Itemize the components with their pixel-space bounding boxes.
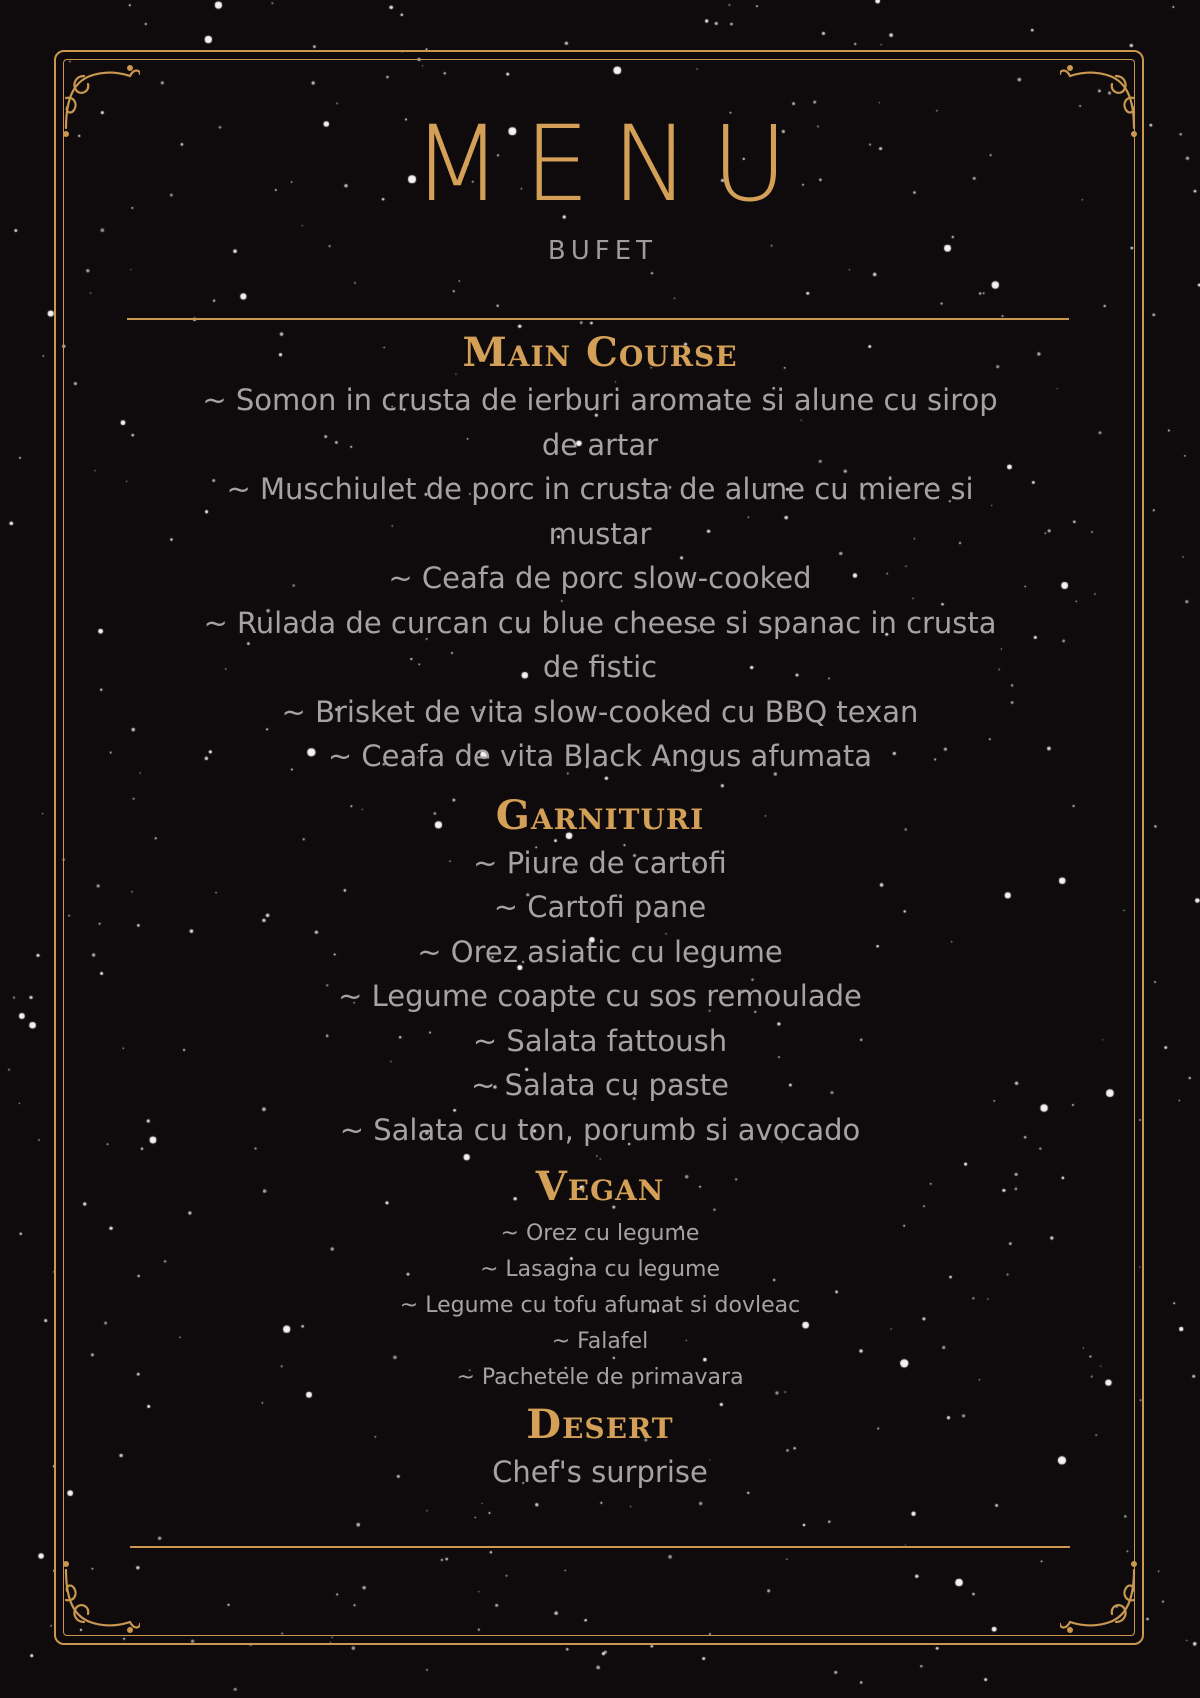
menu-content bbox=[0, 328, 1200, 1494]
section-desert bbox=[0, 1400, 1200, 1494]
list-item: ~ Rulada de curcan cu blue cheese si spanac in crusta de fistic bbox=[203, 605, 997, 684]
menu-subtitle: BUFET bbox=[547, 236, 658, 266]
list-item: ~ Salata cu paste bbox=[471, 1068, 729, 1102]
flourish-icon-bottom-left bbox=[60, 1560, 140, 1640]
section-vegan bbox=[0, 1162, 1200, 1396]
main-course-list bbox=[0, 378, 1200, 779]
garnituri-list bbox=[0, 841, 1200, 1153]
list-item: ~ Salata fattoush bbox=[472, 1023, 728, 1058]
section-title-garnituri: Garnituri bbox=[495, 791, 705, 839]
section-title-desert: Desert bbox=[526, 1401, 674, 1448]
list-item: ~ Legume coapte cu sos remoulade bbox=[338, 979, 862, 1013]
list-item: ~ Lasagna cu legume bbox=[479, 1257, 721, 1282]
list-item: ~ Brisket de vita slow-cooked cu BBQ texan bbox=[281, 694, 919, 729]
list-item: ~ Falafel bbox=[551, 1329, 649, 1354]
vegan-list bbox=[0, 1216, 1200, 1396]
section-title-vegan: Vegan bbox=[535, 1163, 665, 1210]
section-main-course bbox=[0, 328, 1200, 779]
list-item: ~ Cartofi pane bbox=[493, 890, 707, 924]
list-item: ~ Muschiulet de porc in crusta de alune cu miere si mustar bbox=[226, 472, 974, 551]
list-item: ~ Somon in crusta de ierburi aromate si alune cu sirop de artar bbox=[202, 383, 998, 462]
section-title-main-course: Main Course bbox=[462, 329, 738, 376]
list-item: ~ Orez asiatic cu legume bbox=[417, 934, 783, 969]
desert-text: Chef's surprise bbox=[492, 1455, 708, 1489]
list-item: ~ Salata cu ton, porumb si avocado bbox=[339, 1112, 861, 1147]
bottom-divider bbox=[130, 1546, 1070, 1548]
list-item: ~ Ceafa de vita Black Angus afumata bbox=[327, 739, 873, 773]
list-item: ~ Piure de cartofi bbox=[473, 845, 727, 880]
section-garnituri bbox=[0, 791, 1200, 1153]
list-item: ~ Pachetele de primavara bbox=[456, 1365, 744, 1390]
top-divider bbox=[127, 318, 1069, 320]
list-item: ~ Ceafa de porc slow-cooked bbox=[388, 561, 812, 595]
flourish-icon-bottom-right bbox=[1060, 1560, 1140, 1640]
list-item: ~ Legume cu tofu afumat si dovleac bbox=[399, 1293, 801, 1318]
list-item: ~ Orez cu legume bbox=[500, 1221, 700, 1246]
menu-title: MENU bbox=[412, 103, 810, 225]
